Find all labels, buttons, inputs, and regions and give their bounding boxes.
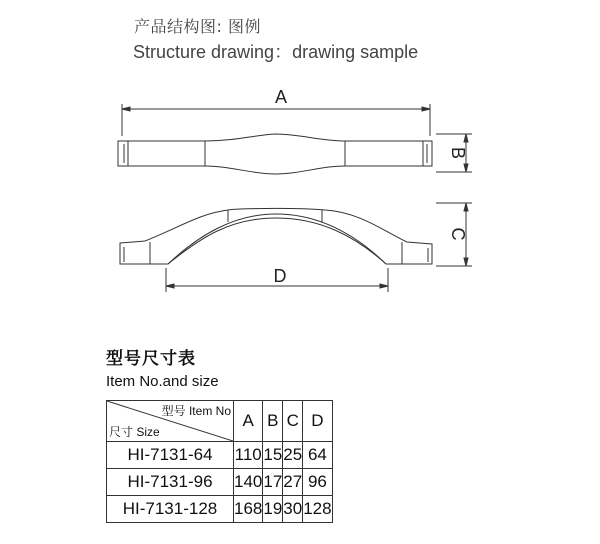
column-header-d: D (303, 401, 332, 442)
column-header-b: B (263, 401, 283, 442)
table-row (107, 469, 333, 496)
value-cell-b: 15 (263, 442, 283, 469)
value-cell-b: 17 (263, 469, 283, 496)
section-title-chinese: 型号尺寸表 (106, 349, 196, 369)
value-cell-d: 64 (303, 442, 332, 469)
value-cell-a: 168 (234, 496, 263, 523)
value-cell-a: 140 (234, 469, 263, 496)
value-cell-d: 128 (303, 496, 332, 523)
value-cell-d: 96 (303, 469, 332, 496)
dimension-label-d: D (273, 266, 287, 286)
dimension-label-a: A (274, 87, 288, 107)
dimension-label-c: C (448, 227, 468, 241)
title-english: Structure drawing：drawing sample (133, 42, 419, 62)
model-cell: HI-7131-96 (107, 469, 234, 496)
model-cell: HI-7131-64 (107, 442, 234, 469)
value-cell-c: 25 (283, 442, 303, 469)
title-chinese: 产品结构图: 图例 (134, 17, 261, 36)
corner-label-size: 尺寸 Size (109, 425, 160, 439)
column-header-a: A (234, 401, 263, 442)
column-header-c: C (283, 401, 303, 442)
value-cell-c: 27 (283, 469, 303, 496)
corner-label-item-no: 型号 Item No (161, 404, 231, 418)
value-cell-b: 19 (263, 496, 283, 523)
table-corner-cell (107, 401, 234, 442)
dimension-label-b: B (448, 146, 468, 160)
table-row (107, 496, 333, 523)
table-row (107, 442, 333, 469)
section-title-english: Item No.and size (106, 373, 219, 390)
table-header-row (107, 401, 333, 442)
value-cell-a: 110 (234, 442, 263, 469)
model-cell: HI-7131-128 (107, 496, 234, 523)
size-table (106, 400, 333, 523)
value-cell-c: 30 (283, 496, 303, 523)
